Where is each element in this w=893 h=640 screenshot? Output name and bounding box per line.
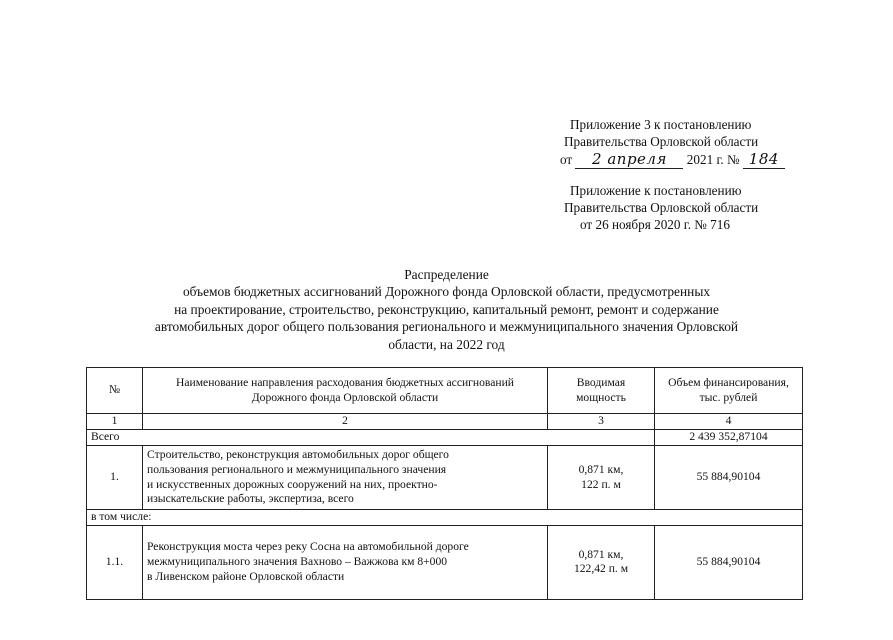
header-num: № xyxy=(87,368,143,414)
row2-name-line-2: межмуниципального значения Вахново – Важжова км 8+000 xyxy=(147,555,448,569)
row2-name-line-1: Реконструкция моста через реку Сосна на автомобильной дороге xyxy=(147,540,469,554)
prev-annex-line-2: Правительства Орловской области xyxy=(564,200,759,215)
handwritten-date xyxy=(575,151,683,169)
header-name-line-2: Дорожного фонда Орловской области xyxy=(251,390,439,404)
annex-header xyxy=(560,116,860,169)
row1-num: 1. xyxy=(87,446,143,510)
header-amount xyxy=(655,368,803,414)
row2-name-line-3: в Ливенском районе Орловской области xyxy=(147,569,345,583)
prev-annex-header xyxy=(564,182,864,233)
handwritten-date-text: 2 апреля xyxy=(592,150,667,168)
title-line-5: области, на 2022 год xyxy=(388,336,505,352)
table-header-row xyxy=(87,368,803,414)
header-capacity xyxy=(548,368,655,414)
title-line-4: автомобильных дорог общего пользования регионального и межмуниципального значения Орловской xyxy=(154,319,739,335)
row2-capacity-line-1: 0,871 км, xyxy=(578,547,624,561)
col-number-2: 2 xyxy=(143,414,548,430)
row1-name-line-2: пользования регионального и межмуниципального значения xyxy=(147,462,447,476)
header-amount-line-2: тыс. рублей xyxy=(699,390,758,404)
prev-annex-line-3: от 26 ноября 2020 г. № 716 xyxy=(580,217,730,232)
column-number-row xyxy=(87,414,803,430)
row1-name xyxy=(143,446,548,510)
row2-num: 1.1. xyxy=(87,525,143,599)
total-amount: 2 439 352,87104 xyxy=(655,430,803,446)
row1-capacity xyxy=(548,446,655,510)
annex-line-1: Приложение 3 к постановлению xyxy=(570,117,752,132)
header-capacity-line-1: Вводимая xyxy=(576,375,626,389)
header-name xyxy=(143,368,548,414)
row1-amount: 55 884,90104 xyxy=(655,446,803,510)
row1-name-line-4: изыскательские работы, экспертиза, всего xyxy=(147,492,354,506)
title-line-2: объемов бюджетных ассигнований Дорожного фонда Орловской области, предусмотренных xyxy=(182,284,711,300)
title-line-1: Распределение xyxy=(404,267,489,282)
table-row xyxy=(87,525,803,599)
row2-amount: 55 884,90104 xyxy=(655,525,803,599)
row2-capacity xyxy=(548,525,655,599)
handwritten-number-text: 184 xyxy=(748,150,779,168)
handwritten-number xyxy=(743,151,785,169)
header-amount-line-1: Объем финансирования, xyxy=(668,375,789,389)
including-label: в том числе: xyxy=(87,510,803,526)
col-number-3: 3 xyxy=(548,414,655,430)
row1-capacity-line-2: 122 п. м xyxy=(581,477,621,491)
header-name-line-1: Наименование направления расходования бюджетных ассигнований xyxy=(175,375,515,389)
date-year: 2021 г. № xyxy=(686,152,740,167)
total-row xyxy=(87,430,803,446)
document-title xyxy=(100,266,793,353)
budget-table xyxy=(86,367,803,600)
title-line-3: на проектирование, строительство, реконструкцию, капитальный ремонт, ремонт и содержание xyxy=(174,301,719,317)
table-row xyxy=(87,446,803,510)
row2-capacity-line-2: 122,42 п. м xyxy=(573,562,629,576)
col-number-1: 1 xyxy=(87,414,143,430)
total-label: Всего xyxy=(87,430,655,446)
row2-name xyxy=(143,525,548,599)
row1-name-line-3: и искусственных дорожных сооружений на них, проектно- xyxy=(147,477,438,491)
row1-capacity-line-1: 0,871 км, xyxy=(578,462,624,476)
header-capacity-line-2: мощность xyxy=(576,390,626,404)
col-number-4: 4 xyxy=(655,414,803,430)
prev-annex-line-1: Приложение к постановлению xyxy=(570,183,742,198)
row1-name-line-1: Строительство, реконструкция автомобильных дорог общего xyxy=(147,448,449,461)
annex-line-2: Правительства Орловской области xyxy=(564,134,759,149)
date-prefix: от xyxy=(560,152,573,167)
including-row xyxy=(87,510,803,526)
annex-date-line xyxy=(560,151,860,169)
